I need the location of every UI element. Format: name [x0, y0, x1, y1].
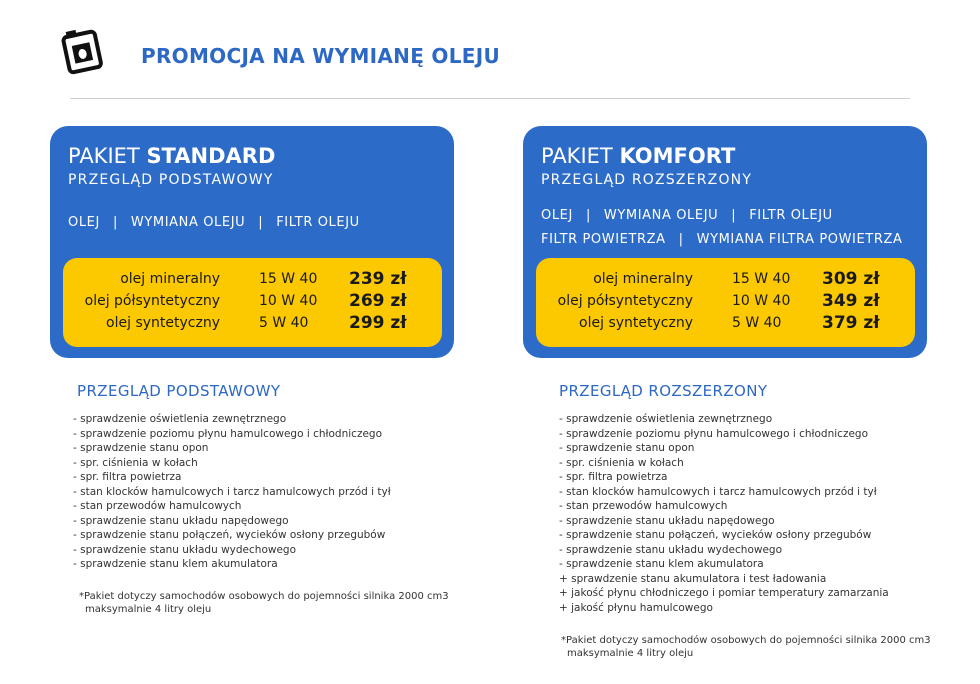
- list-item: - sprawdzenie oświetlenia zewnętrznego: [73, 413, 287, 425]
- package-note: [79, 590, 449, 616]
- checklist: [73, 412, 391, 572]
- list-item: - stan przewodów hamulcowych: [559, 500, 728, 512]
- oil-type: olej półsyntetyczny: [557, 293, 693, 309]
- service-separator: |: [731, 208, 737, 223]
- oil-price: 349 zł: [822, 291, 880, 311]
- oil-viscosity: 5 W 40: [259, 315, 309, 331]
- list-item: + jakość płynu chłodniczego i pomiar temperatury zamarzania: [559, 587, 889, 599]
- price-row: [63, 315, 442, 336]
- package-title-prefix: PAKIET: [541, 144, 613, 168]
- service-separator: |: [585, 208, 591, 223]
- list-item: - sprawdzenie poziomu płynu hamulcowego i chłodniczego: [73, 427, 383, 440]
- service-item: WYMIANA OLEJU: [603, 208, 719, 223]
- list-item: - sprawdzenie stanu układu wydechowego: [559, 543, 783, 556]
- list-item: - spr. filtra powietrza: [73, 471, 182, 483]
- oil-viscosity: 5 W 40: [732, 315, 782, 331]
- service-item: WYMIANA FILTRA POWIETRZA: [696, 232, 903, 247]
- package-subtitle: PRZEGLĄD PODSTAWOWY: [68, 172, 274, 188]
- list-item: - spr. ciśnienia w kołach: [559, 456, 684, 469]
- oil-viscosity: 15 W 40: [732, 271, 791, 287]
- list-item: - sprawdzenie stanu układu napędowego: [559, 514, 775, 527]
- services-line: [541, 208, 833, 223]
- service-separator: |: [258, 215, 264, 230]
- price-table: [63, 258, 442, 347]
- checklist-title: PRZEGLĄD PODSTAWOWY: [77, 382, 281, 400]
- note-line: *Pakiet dotyczy samochodów osobowych do pojemności silnika 2000 cm3: [79, 591, 449, 602]
- list-item: - sprawdzenie oświetlenia zewnętrznego: [559, 413, 773, 425]
- price-row: [536, 271, 915, 292]
- service-item: FILTR OLEJU: [749, 208, 833, 223]
- service-item: WYMIANA OLEJU: [130, 215, 246, 230]
- note-line: maksymalnie 4 litry oleju: [567, 648, 694, 659]
- package-name: STANDARD: [146, 144, 276, 168]
- service-separator: |: [112, 215, 118, 230]
- services-line: [541, 232, 902, 247]
- list-item: - stan klocków hamulcowych i tarcz hamulcowych przód i tył: [559, 485, 877, 498]
- list-item: - sprawdzenie stanu połączeń, wycieków osłony przegubów: [73, 529, 386, 541]
- package-card-standard: [50, 126, 454, 358]
- oil-type: olej syntetyczny: [579, 315, 693, 331]
- list-item: - stan przewodów hamulcowych: [73, 500, 242, 512]
- note-line: maksymalnie 4 litry oleju: [85, 604, 212, 615]
- price-row: [536, 315, 915, 336]
- oil-canister-icon: [58, 26, 106, 76]
- list-item: - stan klocków hamulcowych i tarcz hamulcowych przód i tył: [73, 485, 391, 498]
- package-note: [561, 634, 931, 660]
- list-item: - sprawdzenie stanu opon: [73, 442, 209, 454]
- list-item: + jakość płynu hamulcowego: [559, 601, 713, 614]
- oil-price: 309 zł: [822, 269, 880, 289]
- oil-type: olej mineralny: [593, 271, 693, 287]
- list-item: - spr. ciśnienia w kołach: [73, 456, 198, 469]
- package-title-prefix: PAKIET: [68, 144, 140, 168]
- list-item: - spr. filtra powietrza: [559, 471, 668, 483]
- package-title: [68, 144, 275, 168]
- package-name: KOMFORT: [619, 144, 736, 168]
- page-title: PROMOCJA NA WYMIANĘ OLEJU: [141, 44, 501, 68]
- price-table: [536, 258, 915, 347]
- list-item: - sprawdzenie stanu klem akumulatora: [559, 558, 764, 570]
- list-item: - sprawdzenie poziomu płynu hamulcowego i chłodniczego: [559, 427, 869, 440]
- oil-viscosity: 10 W 40: [732, 293, 791, 309]
- price-row: [63, 271, 442, 292]
- package-card-komfort: [523, 126, 927, 358]
- price-row: [63, 293, 442, 314]
- oil-type: olej syntetyczny: [106, 315, 220, 331]
- package-title: [541, 144, 735, 168]
- price-row: [536, 293, 915, 314]
- service-item: FILTR POWIETRZA: [541, 232, 666, 247]
- list-item: - sprawdzenie stanu opon: [559, 442, 695, 454]
- package-subtitle: PRZEGLĄD ROZSZERZONY: [541, 172, 753, 188]
- checklist: [559, 412, 889, 615]
- services-line: [68, 215, 360, 230]
- oil-price: 299 zł: [349, 313, 407, 333]
- service-item: FILTR OLEJU: [276, 215, 360, 230]
- list-item: + sprawdzenie stanu akumulatora i test ładowania: [559, 572, 827, 585]
- list-item: - sprawdzenie stanu układu wydechowego: [73, 543, 297, 556]
- service-item: OLEJ: [541, 208, 573, 223]
- oil-price: 239 zł: [349, 269, 407, 289]
- service-item: OLEJ: [68, 215, 100, 230]
- checklist-title: PRZEGLĄD ROZSZERZONY: [559, 382, 768, 400]
- oil-viscosity: 10 W 40: [259, 293, 318, 309]
- oil-type: olej mineralny: [120, 271, 220, 287]
- divider: [70, 98, 910, 99]
- oil-price: 269 zł: [349, 291, 407, 311]
- oil-price: 379 zł: [822, 313, 880, 333]
- list-item: - sprawdzenie stanu układu napędowego: [73, 514, 289, 527]
- service-separator: |: [678, 232, 684, 247]
- note-line: *Pakiet dotyczy samochodów osobowych do pojemności silnika 2000 cm3: [561, 635, 931, 646]
- list-item: - sprawdzenie stanu klem akumulatora: [73, 558, 278, 570]
- oil-viscosity: 15 W 40: [259, 271, 318, 287]
- oil-type: olej półsyntetyczny: [84, 293, 220, 309]
- list-item: - sprawdzenie stanu połączeń, wycieków osłony przegubów: [559, 529, 872, 541]
